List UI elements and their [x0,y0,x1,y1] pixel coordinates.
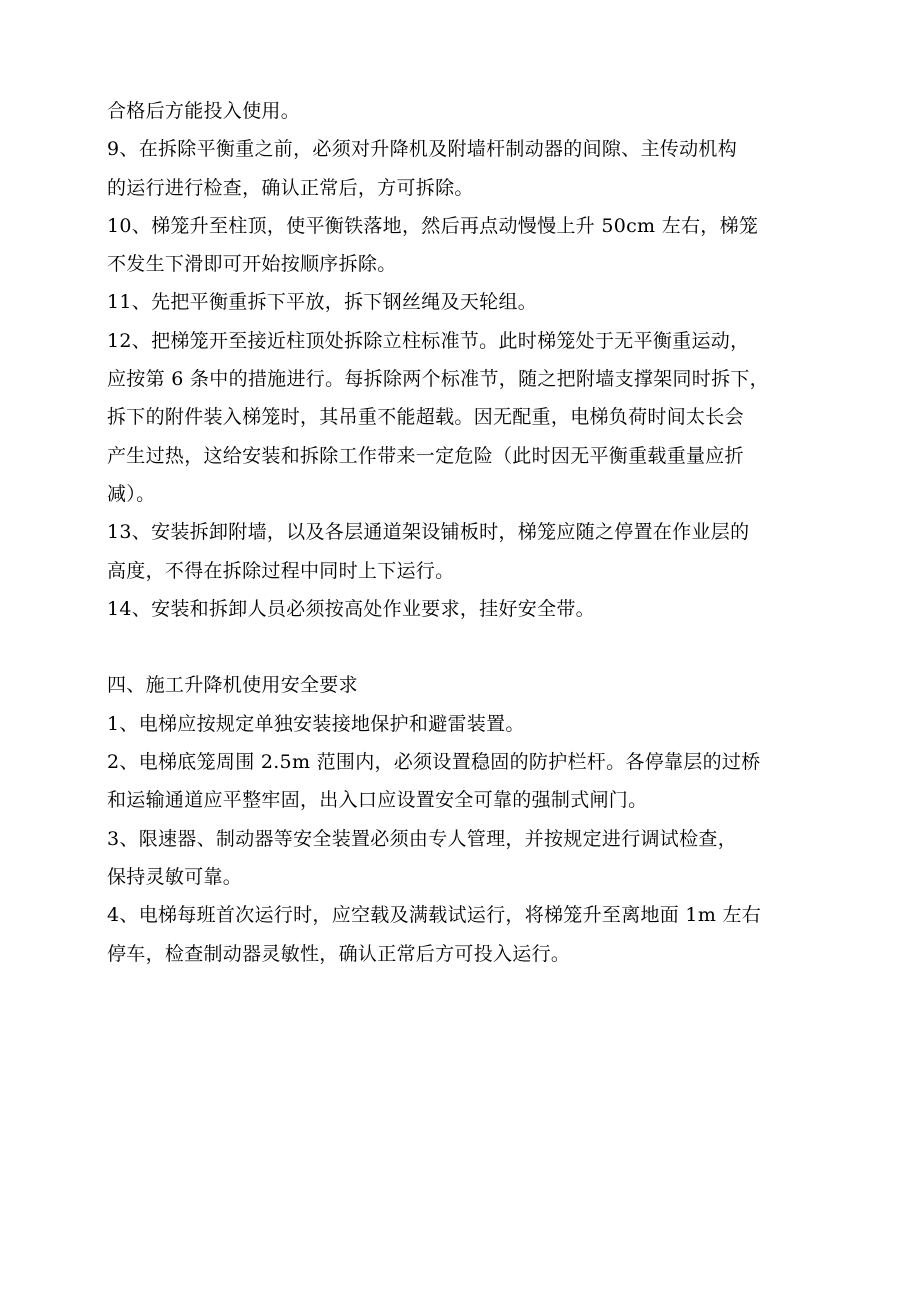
text-line: 产生过热，这给安装和拆除工作带来一定危险（此时因无平衡重载重量应折 [107,444,744,467]
text-line: 10、梯笼升至柱顶，使平衡铁落地，然后再点动慢慢上升 50cm 左右，梯笼 [107,214,759,237]
text-line: 保持灵敏可靠。 [107,865,243,888]
text-line: 不发生下滑即可开始按顺序拆除。 [107,253,397,276]
text-line: 2、电梯底笼周围 2.5m 范围内，必须设置稳固的防护栏杆。各停靠层的过桥 [107,751,761,774]
text-line: 和运输通道应平整牢固，出入口应设置安全可靠的强制式闸门。 [107,789,648,812]
text-line: 拆下的附件装入梯笼时，其吊重不能超载。因无配重，电梯负荷时间太长会 [107,406,744,429]
text-line: 合格后方能投入使用。 [107,100,301,122]
text-line: 高度，不得在拆除过程中同时上下运行。 [107,559,455,582]
text-line: 1、电梯应按规定单独安装接地保护和避雷装置。 [107,712,525,735]
text-line: 12、把梯笼开至接近柱顶处拆除立柱标准节。此时梯笼处于无平衡重运动， [107,329,750,352]
section-title: 四、施工升降机使用安全要求 [107,674,358,697]
text-line: 11、先把平衡重拆下平放，拆下钢丝绳及天轮组。 [107,291,538,314]
text-line: 3、限速器、制动器等安全装置必须由专人管理，并按规定进行调试检查， [107,827,737,850]
paragraph-gap [107,628,819,666]
text-line: 的运行进行检查，确认正常后，方可拆除。 [107,176,474,199]
text-line: 减）。 [107,482,156,505]
text-line: 4、电梯每班首次运行时，应空载及满载试运行，将梯笼升至离地面 1m 左右 [107,904,762,927]
document-page [107,92,819,973]
text-line: 13、安装拆卸附墙，以及各层通道架设铺板时，梯笼应随之停置在作业层的 [107,521,750,544]
text-line: 14、安装和拆卸人员必须按高处作业要求，挂好安全带。 [107,597,595,620]
text-line: 应按第 6 条中的措施进行。每拆除两个标准节，随之把附墙支撑架同时拆下， [107,368,769,391]
text-line: 停车，检查制动器灵敏性，确认正常后方可投入运行。 [107,942,571,965]
text-line: 9、在拆除平衡重之前，必须对升降机及附墙杆制动器的间隙、主传动机构 [107,138,737,161]
